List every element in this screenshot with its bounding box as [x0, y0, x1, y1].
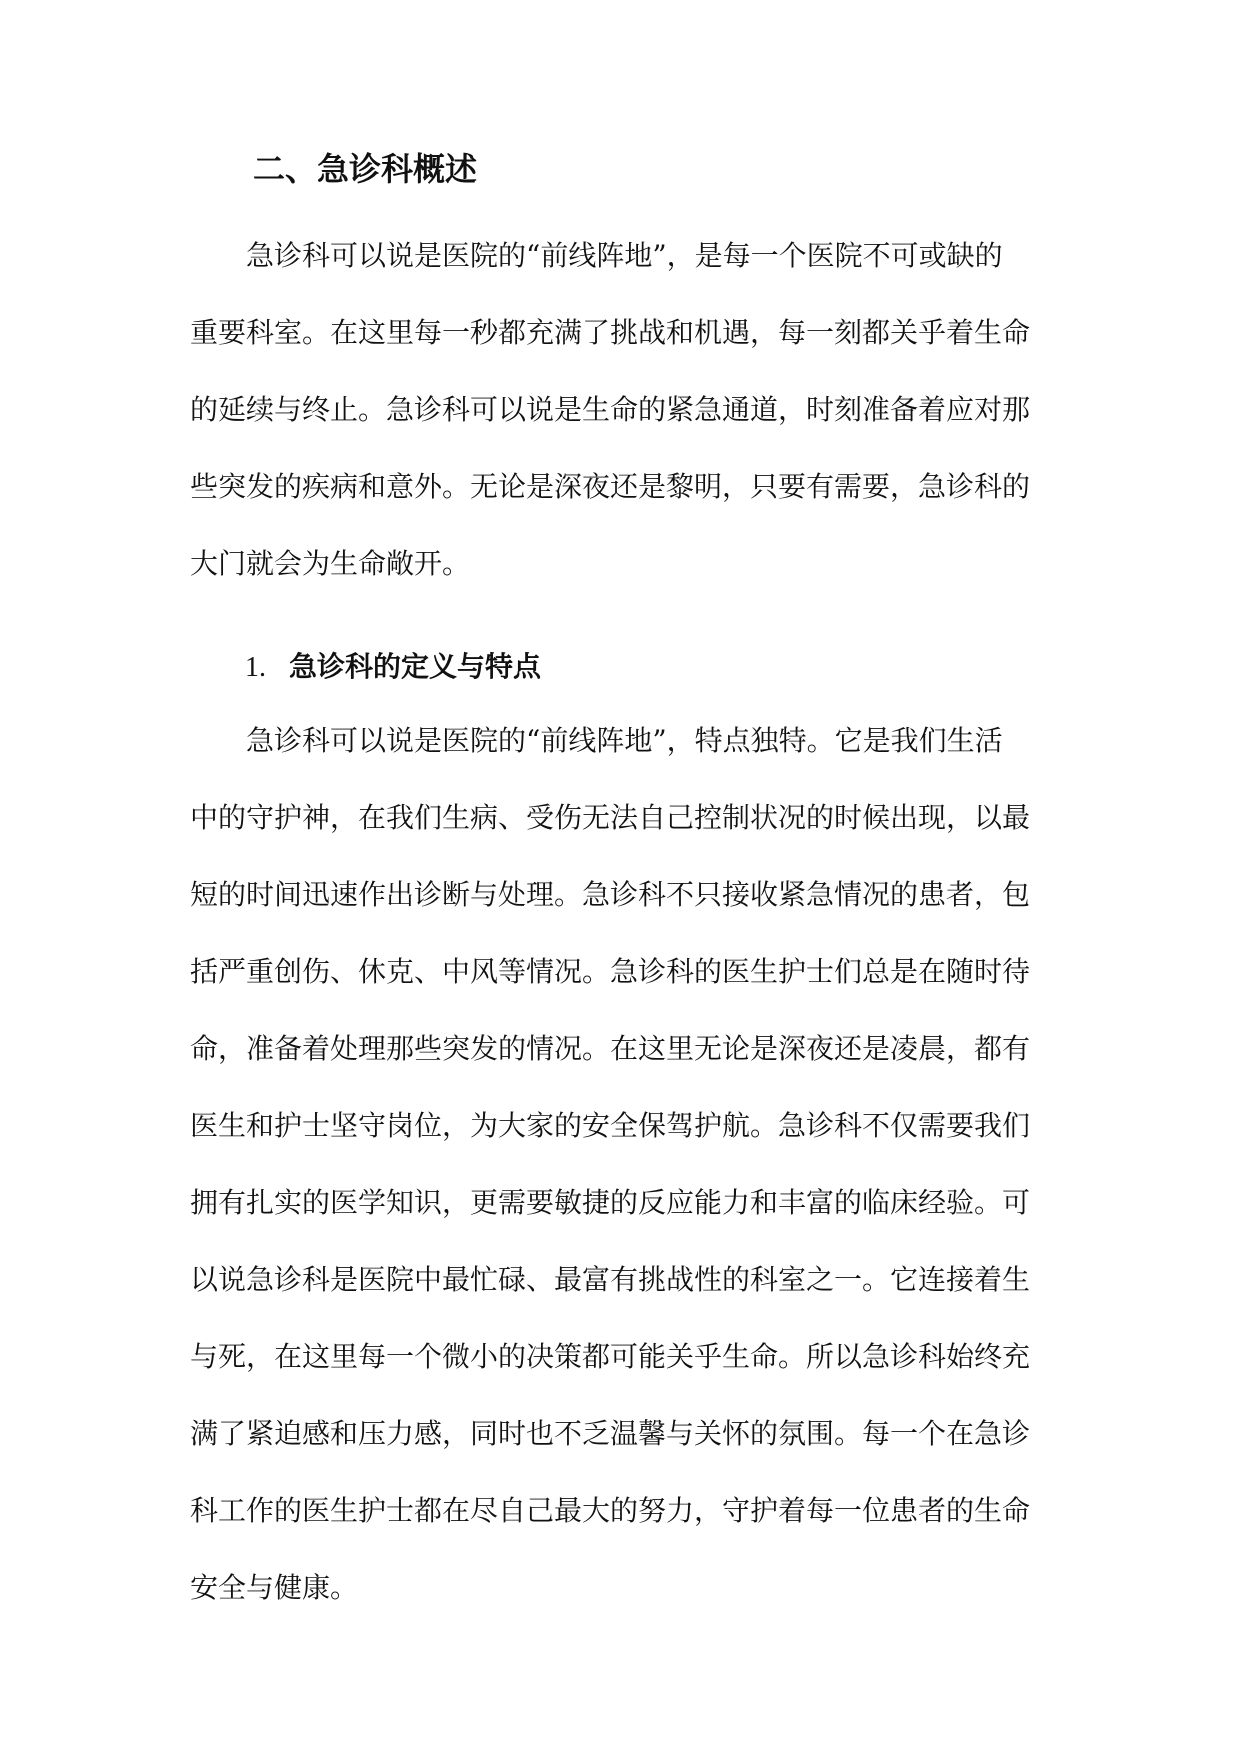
intro-paragraph: [190, 217, 1050, 602]
paragraph-line: 科工作的医生护士都在尽自己最大的努力，守护着每一位患者的生命: [190, 1494, 1031, 1527]
paragraph-line: 的延续与终止。急诊科可以说是生命的紧急通道，时刻准备着应对那: [190, 393, 1031, 426]
paragraph-line: 大门就会为生命敞开。: [190, 547, 471, 580]
section-heading: 二、急诊科概述: [253, 150, 478, 188]
paragraph-line: 拥有扎实的医学知识，更需要敏捷的反应能力和丰富的临床经验。可: [190, 1186, 1031, 1219]
paragraph-line: 急诊科可以说是医院的“前线阵地”，是每一个医院不可或缺的: [246, 239, 1003, 272]
paragraph-line: 安全与健康。: [190, 1571, 359, 1604]
paragraph-line: 些突发的疾病和意外。无论是深夜还是黎明，只要有需要，急诊科的: [190, 470, 1031, 503]
paragraph-line: 命，准备着处理那些突发的情况。在这里无论是深夜还是凌晨，都有: [190, 1032, 1031, 1065]
subsection-number: 1.: [245, 652, 266, 683]
paragraph-line: 与死，在这里每一个微小的决策都可能关乎生命。所以急诊科始终充: [190, 1340, 1031, 1373]
paragraph-line: 重要科室。在这里每一秒都充满了挑战和机遇，每一刻都关乎着生命: [190, 316, 1031, 349]
paragraph-line: 短的时间迅速作出诊断与处理。急诊科不只接收紧急情况的患者，包: [190, 878, 1031, 911]
subsection-title: 急诊科的定义与特点: [289, 650, 542, 683]
paragraph-line: 急诊科可以说是医院的“前线阵地”，特点独特。它是我们生活: [246, 724, 1003, 757]
paragraph-line: 满了紧迫感和压力感，同时也不乏温馨与关怀的氛围。每一个在急诊: [190, 1417, 1031, 1450]
paragraph-line: 括严重创伤、休克、中风等情况。急诊科的医生护士们总是在随时待: [190, 955, 1031, 988]
body-paragraph: [190, 702, 1050, 1626]
paragraph-line: 以说急诊科是医院中最忙碌、最富有挑战性的科室之一。它连接着生: [190, 1263, 1031, 1296]
paragraph-line: 中的守护神，在我们生病、受伤无法自己控制状况的时候出现，以最: [190, 801, 1031, 834]
subsection-heading: [245, 645, 541, 690]
paragraph-line: 医生和护士坚守岗位，为大家的安全保驾护航。急诊科不仅需要我们: [190, 1109, 1031, 1142]
